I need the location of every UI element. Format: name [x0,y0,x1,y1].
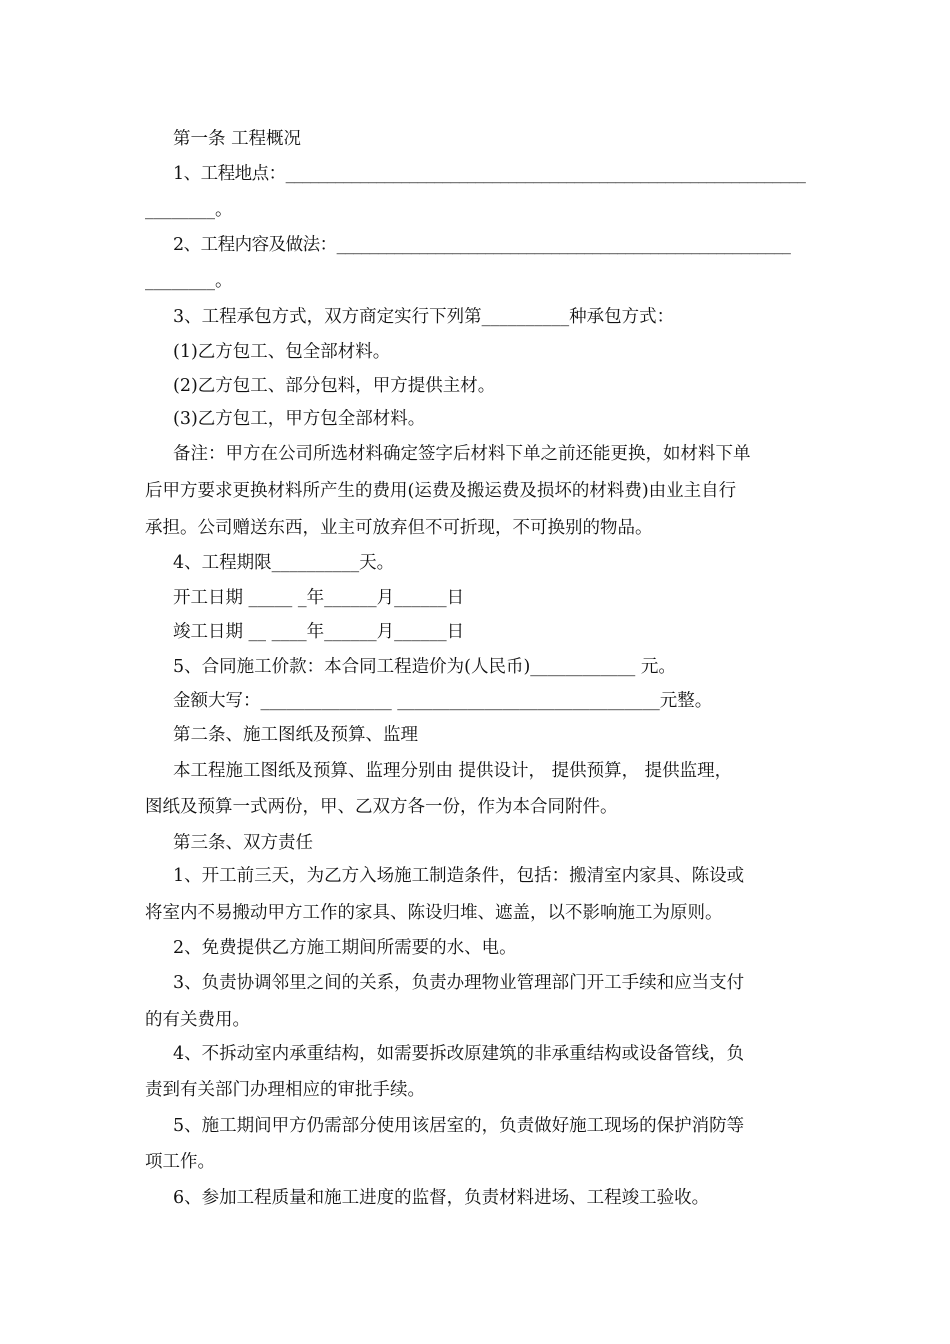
option-1: (1)乙方包工、包全部材料。 [173,342,391,362]
amount-in-words: 金额大写：_______________ ______________________________元整。 [173,691,713,711]
duty-2: 2、免费提供乙方施工期间所需要的水、电。 [173,938,517,958]
section-heading-2: 第二条、施工图纸及预算、监理 [173,725,418,745]
drawings-line-2: 图纸及预算一式两份，甲、乙双方各一份，作为本合同附件。 [145,797,618,817]
duty-3-line-1: 3、负责协调邻里之间的关系，负责办理物业管理部门开工手续和应当支付 [173,973,745,993]
remark-line-2: 后甲方要求更换材料所产生的费用(运费及搬运费及损坏的材料费)由业主自行 [145,481,737,501]
clause-2-content: 2、工程内容及做法：_______________________________________________________ [173,235,791,255]
duty-4-line-1: 4、不拆动室内承重结构，如需要拆改原建筑的非承重结构或设备管线，负 [173,1044,745,1064]
section-heading-1: 第一条 工程概况 [173,129,302,149]
section-heading-3: 第三条、双方责任 [173,833,313,853]
clause-1-location: 1、工程地点：_______________________________________________________________ [173,164,806,184]
duty-3-line-2: 的有关费用。 [145,1010,250,1030]
drawings-line-1: 本工程施工图纸及预算、监理分别由 提供设计， 提供预算， 提供监理， [173,761,733,781]
clause-1-location-cont: ________。 [145,200,233,220]
option-3: (3)乙方包工，甲方包全部材料。 [173,409,426,429]
duty-1-line-1: 1、开工前三天，为乙方入场施工制造条件，包括：搬清室内家具、陈设或 [173,866,745,886]
option-2: (2)乙方包工、部分包料，甲方提供主材。 [173,376,496,396]
clause-4-duration: 4、工程期限__________天。 [173,553,395,573]
clause-5-price: 5、合同施工价款：本合同工程造价为(人民币)____________ 元。 [173,657,676,677]
remark-line-3: 承担。公司赠送东西，业主可放弃但不可折现，不可换别的物品。 [145,518,653,538]
clause-3-contract-mode: 3、工程承包方式，双方商定实行下列第__________种承包方式： [173,307,675,327]
start-date: 开工日期 _____ _年______月______日 [173,588,465,608]
duty-6: 6、参加工程质量和施工进度的监督，负责材料进场、工程竣工验收。 [173,1188,710,1208]
duty-4-line-2: 责到有关部门办理相应的审批手续。 [145,1080,425,1100]
duty-1-line-2: 将室内不易搬动甲方工作的家具、陈设归堆、遮盖，以不影响施工为原则。 [145,903,723,923]
duty-5-line-2: 项工作。 [145,1152,215,1172]
completion-date: 竣工日期 __ ____年______月______日 [173,622,465,642]
clause-2-content-cont: ________。 [145,271,233,291]
duty-5-line-1: 5、施工期间甲方仍需部分使用该居室的，负责做好施工现场的保护消防等 [173,1116,745,1136]
remark-line-1: 备注：甲方在公司所选材料确定签字后材料下单之前还能更换，如材料下单 [173,444,751,464]
